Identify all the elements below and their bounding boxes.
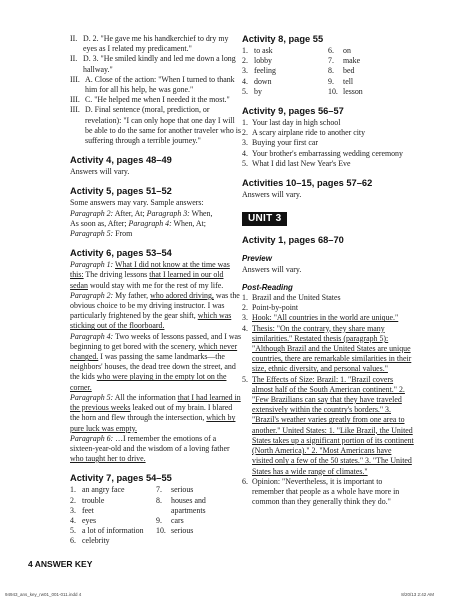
list-item: 3. Buying your first car	[242, 138, 318, 148]
activity-6-heading: Activity 6, pages 53–54	[70, 248, 172, 259]
activity-8-list-b	[328, 46, 414, 97]
list-item: 4. Your brother's embarrassing wedding ceremony	[242, 148, 403, 158]
list-item: 3. feeling	[242, 66, 276, 76]
preview-subheading: Preview	[242, 254, 272, 264]
activity-4-answer: Answers will vary.	[70, 167, 130, 177]
list-item: 2. lobby	[242, 56, 272, 66]
unit-badge: UNIT 3	[242, 212, 287, 226]
outline-item: III. D. Final sentence (moral, prediction, or revelation): "I can only hope that one day I will be able to do the same for another traveler who is suffering through a terrible journey."	[70, 105, 242, 146]
list-item: 3. Hook: "All countries in the world are unique."	[242, 313, 399, 323]
list-item: 3. feet	[70, 505, 94, 515]
post-reading-subheading: Post-Reading	[242, 282, 293, 292]
preview-answer: Answers will vary.	[242, 264, 302, 274]
list-item: 2. Point-by-point	[242, 303, 299, 313]
list-item: 10. lesson	[328, 86, 363, 96]
outline-item: III. A. Close of the action: "When I turned to thank him for all his help, he was gone."	[70, 74, 235, 95]
file-slug: 94943_ans_key_rw01_001-011.indd 4	[5, 592, 82, 597]
outline-list	[70, 34, 242, 146]
activity-4-heading: Activity 4, pages 48–49	[70, 155, 172, 166]
list-item: 1. Brazil and the United States	[242, 293, 341, 303]
outline-item: II. D. 3. "He smiled kindly and led me down a long hallway."	[70, 54, 236, 74]
activity-9-list	[242, 118, 414, 169]
activity-8-answers	[242, 46, 414, 97]
list-item: 5. a lot of information	[70, 526, 144, 536]
list-item: 1. to ask	[242, 46, 273, 55]
list-item: 7. make	[328, 56, 361, 66]
activities-10-15-heading: Activities 10–15, pages 57–62	[242, 178, 373, 189]
unit3-activity-1-heading: Activity 1, pages 68–70	[242, 235, 344, 246]
post-reading-list	[242, 293, 414, 507]
list-item: 4. down	[242, 76, 272, 86]
list-item: 4. Thesis: "On the contrary, they share many similarities." Restated thesis (paragraph 5): "Although Brazil and the United States are unique countries, there are remarkable similarities in their size, ethnic diversity, and personal values."	[242, 323, 412, 374]
list-item: 4. eyes	[70, 515, 97, 525]
list-item: 6. celebrity	[70, 536, 110, 546]
list-item: 2. trouble	[70, 495, 105, 505]
list-item: 5. The Effects of Size: Brazil: 1. "Brazil covers almost half of the South American continent." 2. "Few Brazilians can say that they have traveled extensively within the country's borders." 3. "Brazil's weather varies greatly from one area to another." United States: 1. "Like Brazil, the United States takes up a significant portion of its continent (North America)." 2. "Most Americans have visited only a few of the 50 states." 3. "The United States has a wide range of climates."	[242, 374, 414, 476]
activity-6-paragraph-1: Paragraph 1: What I did not know at the time was this: The driving lessons that I learned in our old sedan would stay with me for the rest of my life.	[70, 260, 230, 290]
list-item: 6. Opinion: "Nevertheless, it is important to remember that people as a whole have more in common than they generally think they do."	[242, 476, 400, 507]
activity-8-heading: Activity 8, page 55	[242, 34, 324, 44]
list-item: 7. serious	[156, 485, 194, 495]
list-item: 8. bed	[328, 66, 355, 76]
activity-6-paragraph-5: Paragraph 5: All the information that I had learned in the previous weeks leaked out of my brain. I blared the horn and flew through the intersection, which by pure luck was empty.	[70, 392, 241, 433]
list-item: 9. tell	[328, 76, 354, 86]
list-item: 6. on	[328, 46, 351, 55]
list-item: 5. What I did last New Year's Eve	[242, 158, 351, 168]
left-column	[70, 34, 242, 547]
activity-6-paragraph-2: Paragraph 2: My father, who adored driving, was the obvious choice to be my driving instructor. I was particularly frightened by the gear shift, which was sticking out of the floorboard.	[70, 290, 240, 331]
activity-7-answers	[70, 485, 242, 546]
activity-6-paragraph-4: Paragraph 4: Two weeks of lessons passed, and I was beginning to get bored with the scenery, which never changed. I was passing the same landmarks—the neighbors' houses, the dead tree down the street, and the kids who were playing in the empty lot on the corner.	[70, 331, 242, 392]
activity-8-list-a	[242, 46, 328, 97]
activity-5-answer: Some answers may vary. Sample answers: Paragraph 2: After, At; Paragraph 3: When, As soon as, After; Paragraph 4: When, At; Paragraph 5: From	[70, 198, 213, 239]
list-item: 1. an angry face	[70, 485, 125, 495]
outline-item: II. D. 2. "He gave me his handkerchief to dry my eyes as I related my predicament."	[70, 34, 229, 54]
activity-9-heading: Activity 9, pages 56–57	[242, 106, 344, 117]
activities-10-15-answer: Answers will vary.	[242, 190, 302, 200]
activity-7-heading: Activity 7, pages 54–55	[70, 473, 172, 484]
page-footer-label: 4 ANSWER KEY	[28, 559, 93, 569]
list-item: 5. by	[242, 86, 262, 96]
print-date: 8/20/13 2:42 AM	[401, 592, 434, 597]
list-item: 8. houses and apartments	[156, 495, 206, 515]
activity-6-paragraph-6: Paragraph 6: …I remember the emotions of a sixteen-year-old and the wisdom of a loving father who taught her to drive.	[70, 433, 230, 464]
list-item: 1. Your last day in high school	[242, 118, 341, 128]
activity-5-heading: Activity 5, pages 51–52	[70, 186, 172, 197]
list-item: 2. A scary airplane ride to another city	[242, 128, 366, 138]
activity-7-list-b	[156, 485, 242, 536]
list-item: 9. cars	[156, 515, 184, 525]
right-column	[242, 34, 414, 507]
list-item: 10. serious	[156, 526, 194, 536]
activity-7-list-a	[70, 485, 156, 546]
outline-item: III. C. "He helped me when I needed it the most."	[70, 95, 230, 105]
